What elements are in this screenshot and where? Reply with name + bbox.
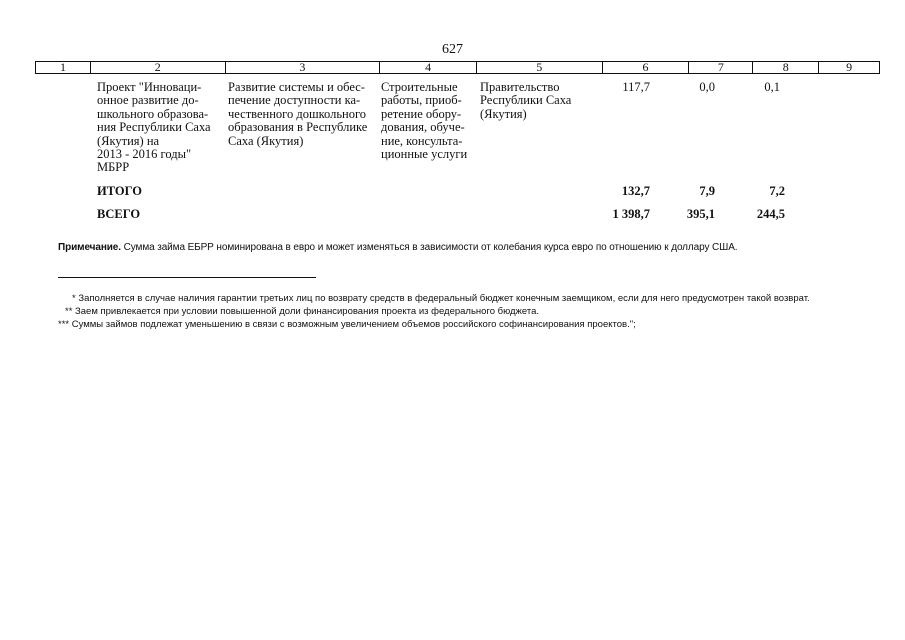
- vsego-col8-value: 244,5: [756, 207, 785, 221]
- vsego-col6-value: 1 398,7: [612, 207, 650, 221]
- project-works: Строительные работы, приоб- ретение обору- дования, обуче- ние, консульта- ционные услуги: [381, 80, 468, 162]
- footnote-3: *** Суммы займов подлежат уменьшению в связи с возможным увеличением объемов российского софинансирования проектов.";: [58, 319, 636, 330]
- itogo-col8-value: 7,2: [769, 184, 785, 198]
- note-label: Примечание.: [58, 242, 121, 253]
- project-col7-value: 0,0: [699, 80, 715, 94]
- header-col-8: 8: [753, 62, 819, 73]
- project-name: Проект "Инноваци- онное развитие до- школьного образова- ния Республики Саха (Якутия) на 2013 - 2016 годы" МБРР: [97, 80, 211, 175]
- table-header-row: [35, 61, 880, 74]
- page-number: 627: [442, 42, 463, 57]
- header-col-6: 6: [603, 62, 690, 73]
- header-col-2: 2: [91, 62, 226, 73]
- itogo-col6-value: 132,7: [621, 184, 650, 198]
- footnote-2: ** Заем привлекается при условии повышенной доли финансирования проекта из федерального бюджета.: [65, 306, 540, 317]
- header-col-7: 7: [689, 62, 753, 73]
- header-col-3: 3: [226, 62, 381, 73]
- header-col-5: 5: [477, 62, 603, 73]
- project-purpose: Развитие системы и обес- печение доступности ка- чественного дошкольного образования в Республике Саха (Якутия): [228, 80, 368, 148]
- project-col6-value: 117,7: [622, 80, 650, 94]
- footnote-1: * Заполняется в случае наличия гарантии третьих лиц по возврату средств в федеральный бюджет конечным заемщиком, если для него предусмотрен такой возврат.: [72, 293, 810, 304]
- header-col-9: 9: [846, 60, 853, 74]
- header-col-1: 1: [36, 62, 91, 73]
- footnote-divider: [58, 277, 316, 278]
- header-col-4: 4: [380, 62, 477, 73]
- itogo-label: ИТОГО: [97, 184, 142, 198]
- project-borrower: Правительство Республики Саха (Якутия): [480, 80, 572, 121]
- project-col8-value: 0,1: [764, 80, 780, 94]
- note-paragraph: [58, 242, 737, 253]
- vsego-col7-value: 395,1: [686, 207, 715, 221]
- itogo-col7-value: 7,9: [699, 184, 715, 198]
- note-text: Сумма займа ЕБРР номинирована в евро и может изменяться в зависимости от колебания курса евро по отношению к доллару США.: [120, 242, 738, 253]
- vsego-label: ВСЕГО: [97, 207, 141, 221]
